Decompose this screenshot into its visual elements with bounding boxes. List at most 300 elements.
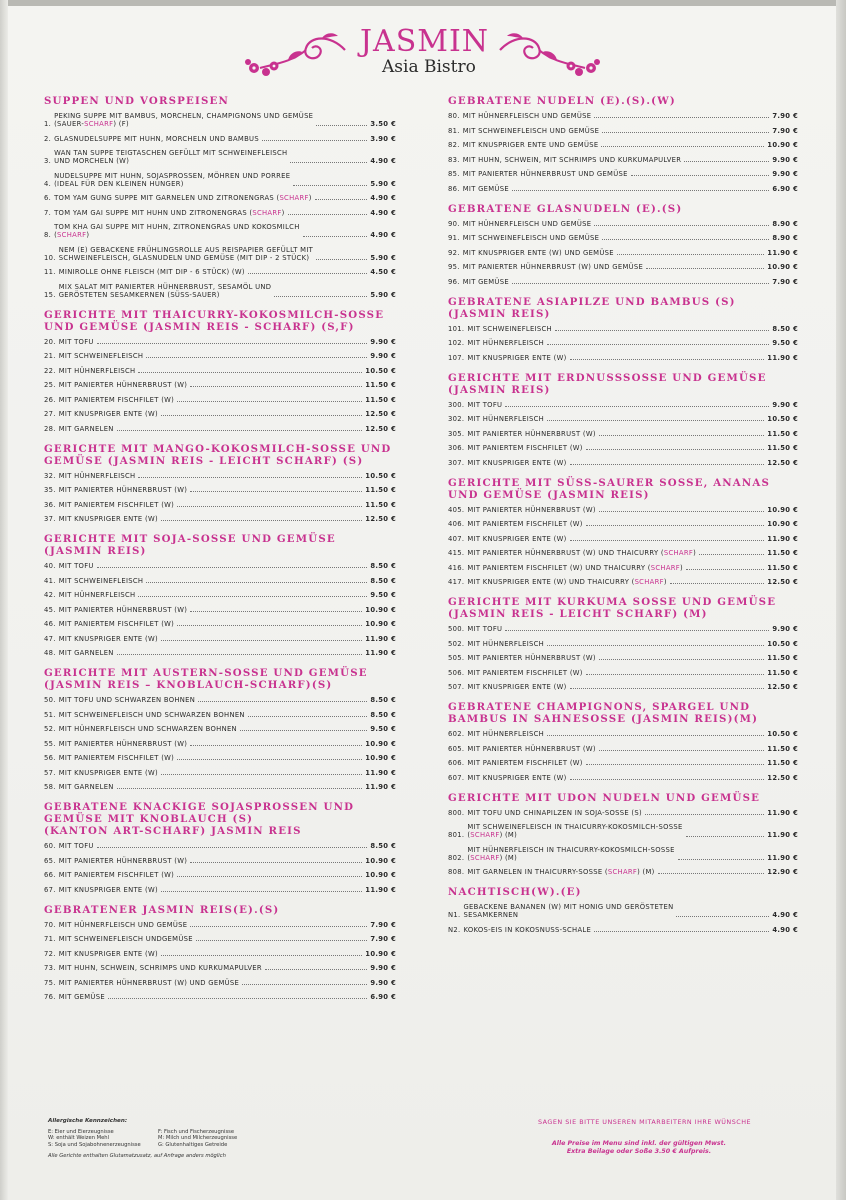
item-price: 6.90 € — [772, 184, 798, 193]
item-text: MIT HÜHNERFLEISCH UND GEMÜSE — [462, 112, 592, 120]
item-price: 9.90 € — [772, 155, 798, 164]
dot-leader — [161, 774, 362, 775]
section-title: GERICHTE MIT SOJA-SOSSE UND GEMÜSE (JASMIN REIS) — [44, 533, 336, 557]
dot-leader — [555, 330, 769, 331]
item-price: 11.50 € — [767, 429, 798, 438]
item-number: 36. — [44, 500, 56, 509]
dot-leader — [594, 117, 769, 118]
item-number: 32. — [44, 471, 56, 480]
item-text: MIT PANIERTEM FISCHFILET (W) — [467, 444, 583, 452]
dot-leader — [570, 464, 765, 465]
item-text: MIT SCHWEINEFLEISCH — [58, 352, 144, 360]
item-number: 405. — [448, 505, 465, 514]
item-text: MIT KNUSPRIGER ENTE (W) — [467, 773, 567, 782]
item-price: 12.50 € — [767, 458, 798, 467]
menu-section — [448, 372, 798, 467]
dot-leader — [262, 140, 367, 141]
item-description — [463, 185, 509, 193]
item-number: 10. — [44, 253, 56, 262]
item-number: 406. — [448, 520, 465, 528]
item-number: 65. — [44, 856, 56, 865]
item-text: MIT KNUSPRIGER ENTE (W) — [58, 949, 158, 958]
item-text: MIT KNUSPRIGER ENTE (W) — [58, 768, 158, 777]
item-number: 95. — [448, 263, 460, 271]
item-description — [59, 268, 245, 276]
item-number: 26. — [44, 395, 56, 404]
menu-item — [44, 979, 396, 987]
item-description — [467, 459, 566, 467]
item-description — [59, 635, 158, 643]
dot-leader — [570, 688, 765, 689]
item-text: PEKING SUPPE MIT BAMBUS, MORCHELN, CHAMPIGNONS UND GEMÜSE (SAUER- — [54, 112, 314, 128]
dot-leader — [594, 931, 769, 932]
item-price: 10.50 € — [767, 730, 798, 738]
item-description — [59, 515, 158, 523]
item-price: 11.50 € — [767, 654, 798, 662]
item-text-suffix: ) (M) — [499, 853, 518, 862]
item-text: MIT HÜHNERFLEISCH — [58, 366, 136, 375]
spicy-tag: SCHARF — [634, 578, 664, 586]
spicy-tag: SCHARF — [252, 208, 282, 217]
item-price: 8.50 € — [370, 696, 396, 704]
item-number: 800. — [448, 808, 465, 817]
item-number: 3. — [44, 157, 52, 165]
item-price: 10.90 € — [767, 263, 798, 271]
item-price: 9.90 € — [370, 352, 396, 360]
item-text: GLASNUDELSUPPE MIT HUHN, MORCHELN UND BAMBUS — [54, 134, 259, 143]
item-description — [463, 220, 592, 228]
item-number: 71. — [44, 935, 56, 943]
item-description — [59, 562, 94, 570]
dot-leader — [138, 596, 367, 597]
item-price: 9.90 € — [772, 625, 798, 633]
dot-leader — [190, 926, 367, 927]
dot-leader — [177, 759, 362, 760]
section-title: SUPPEN UND VORSPEISEN — [44, 95, 230, 107]
item-number: 2. — [44, 134, 52, 143]
item-text: MIT PANIERTEM FISCHFILET (W) — [58, 871, 175, 879]
menu-item — [448, 234, 798, 242]
item-price: 9.90 € — [370, 964, 396, 972]
item-text: WAN TAN SUPPE TEIGTASCHEN GEFÜLLT MIT SCHWEINEFLEISCH UND MORCHELN (W) — [54, 149, 288, 165]
item-price: 12.50 € — [767, 683, 798, 691]
item-description — [467, 430, 595, 438]
item-text: MIT HÜHNERFLEISCH — [467, 339, 545, 347]
item-price: 7.90 € — [772, 277, 798, 286]
item-description — [59, 842, 94, 850]
item-price: 10.90 € — [365, 739, 396, 748]
item-number: 20. — [44, 337, 56, 346]
menu-item — [44, 711, 396, 719]
dot-leader — [161, 640, 362, 641]
item-text: MIT HÜHNERFLEISCH UND GEMÜSE — [58, 920, 188, 929]
item-number: 307. — [448, 458, 465, 467]
menu-item — [448, 926, 798, 934]
item-price: 11.90 € — [767, 248, 798, 257]
menu-item — [44, 486, 396, 494]
item-number: 76. — [44, 993, 56, 1001]
item-price: 11.90 € — [767, 534, 798, 543]
menu-item — [44, 740, 396, 748]
spicy-tag: SCHARF — [84, 120, 114, 128]
dot-leader — [505, 630, 769, 631]
item-number: 6. — [44, 194, 52, 202]
item-description — [59, 769, 158, 777]
item-text-suffix: ) — [281, 208, 285, 217]
menu-item — [448, 263, 798, 271]
item-description — [59, 396, 174, 404]
menu-section — [448, 296, 798, 362]
item-price: 12.50 € — [767, 578, 798, 586]
item-description — [59, 871, 174, 879]
dot-leader — [699, 554, 764, 555]
item-number: 502. — [448, 639, 465, 648]
item-price: 4.90 € — [370, 208, 396, 217]
item-text: MIT PANIERTEM FISCHFILET (W) — [58, 754, 175, 762]
item-text: MIT PANIERTER HÜHNERBRUST UND GEMÜSE — [462, 170, 628, 178]
item-text: MIT HUHN, SCHWEIN, SCHRIMPS UND KURKUMAPULVER — [58, 964, 262, 972]
item-description — [467, 549, 696, 557]
item-text: MIT GARNELEN — [58, 649, 114, 657]
menu-item — [44, 194, 396, 202]
dot-leader — [288, 214, 368, 215]
item-price: 7.90 € — [370, 935, 396, 943]
menu-column-left — [44, 95, 396, 1011]
menu-item — [44, 725, 396, 733]
item-text-suffix: ) — [86, 231, 90, 239]
item-number: 83. — [448, 155, 460, 164]
item-description — [59, 381, 187, 389]
item-text: MIT TOFU — [58, 842, 94, 850]
item-number: 85. — [448, 170, 460, 178]
item-price: 11.90 € — [767, 353, 798, 362]
item-price: 10.50 € — [365, 366, 396, 375]
dot-leader — [177, 625, 362, 626]
menu-item — [44, 381, 396, 389]
item-number: 7. — [44, 208, 52, 217]
item-number: 73. — [44, 964, 56, 972]
menu-item — [448, 415, 798, 423]
menu-item — [448, 127, 798, 135]
item-text: MINIROLLE OHNE FLEISCH (MIT DIP - 6 STÜCK) (W) — [58, 268, 245, 276]
item-price: 10.90 € — [365, 856, 396, 865]
item-description — [467, 654, 595, 662]
allergy-legend — [48, 1118, 378, 1160]
item-number: 27. — [44, 410, 56, 418]
section-title: GEBRATENE CHAMPIGNONS, SPARGEL UND BAMBUS IN SAHNESOSSE (JASMIN REIS)(M) — [448, 701, 759, 725]
item-description — [467, 354, 566, 362]
menu-item — [44, 649, 396, 657]
dot-leader — [196, 940, 368, 941]
item-price: 11.90 € — [365, 768, 396, 777]
item-price: 8.50 € — [772, 324, 798, 333]
menu-section — [448, 701, 798, 782]
menu-item — [44, 501, 396, 509]
allergy-entry: W: enthält Weizen Mehl — [48, 1135, 110, 1141]
dot-leader — [599, 435, 765, 436]
dot-leader — [645, 814, 764, 815]
dot-leader — [617, 254, 764, 255]
item-description — [467, 759, 582, 767]
logo — [360, 26, 500, 76]
item-text: MIT KNUSPRIGER ENTE (W) UND THAICURRY ( — [467, 578, 635, 586]
dot-leader — [586, 764, 765, 765]
dot-leader — [601, 146, 764, 147]
item-price: 11.50 € — [365, 486, 396, 494]
item-text-suffix: ) — [680, 563, 683, 572]
item-number: 81. — [448, 126, 460, 135]
item-number: 8. — [44, 231, 52, 239]
item-number: 57. — [44, 768, 56, 777]
item-text: MIT TOFU UND CHINAPILZEN IN SOJA-SOSSE (S) — [467, 808, 642, 817]
menu-item — [448, 430, 798, 438]
item-description — [59, 740, 187, 748]
menu-item — [44, 246, 396, 262]
menu-item — [44, 857, 396, 865]
item-text: MIT PANIERTER HÜHNERBRUST (W) — [58, 605, 188, 614]
item-description — [467, 730, 544, 738]
dot-leader — [594, 225, 769, 226]
item-number: 52. — [44, 725, 56, 733]
item-text: MIT PANIERTER HÜHNERBRUST (W) — [467, 505, 596, 514]
item-price: 4.90 € — [772, 911, 798, 919]
dot-leader — [190, 862, 362, 863]
menu-item — [448, 654, 798, 662]
menu-item — [44, 562, 396, 570]
dot-leader — [97, 343, 368, 344]
item-text: MIT TOFU — [467, 625, 503, 633]
item-text: NUDELSUPPE MIT HUHN, SOJASPROSSEN, MÖHREN UND PORREE (IDEAL FÜR DEN KLEINEN HUNGER) — [54, 171, 291, 188]
menu-item — [44, 352, 396, 360]
menu-item — [448, 846, 798, 862]
menu-item — [448, 249, 798, 257]
spicy-tag: SCHARF — [279, 194, 309, 202]
dot-leader — [240, 730, 367, 731]
item-price: 4.90 € — [772, 925, 798, 934]
dot-leader — [570, 779, 765, 780]
item-text: MIT PANIERTEM FISCHFILET (W) UND THAICURRY ( — [467, 563, 651, 572]
dot-leader — [117, 788, 363, 789]
allergy-entry: E: Eier und Eierzeugnisse — [48, 1128, 114, 1135]
item-text: MIT HÜHNERFLEISCH — [467, 639, 545, 648]
item-description — [467, 823, 682, 839]
item-number: N1. — [448, 911, 461, 919]
frame-top-edge — [0, 0, 846, 6]
menu-item — [448, 185, 798, 193]
item-text: TOM YAM GAI SUPPE MIT HUHN UND ZITRONENGRAS ( — [54, 208, 253, 217]
item-price: 8.50 € — [370, 576, 396, 585]
item-price: 7.90 € — [772, 126, 798, 135]
section-title: GERICHTE MIT KURKUMA SOSSE UND GEMÜSE (JASMIN REIS - LEICHT SCHARF) (M) — [448, 596, 777, 620]
item-description — [54, 223, 300, 239]
item-number: 505. — [448, 654, 465, 662]
item-number: 21. — [44, 352, 56, 360]
dot-leader — [315, 199, 368, 200]
item-number: 500. — [448, 625, 465, 633]
item-price: 7.90 € — [370, 920, 396, 929]
item-number: 4. — [44, 179, 52, 188]
price-note-line-1: Alle Preise im Menu sind inkl. der gültigen Mwst. — [551, 1140, 727, 1147]
item-text: MIT HÜHNERFLEISCH — [467, 730, 545, 738]
price-footnote — [520, 1140, 758, 1156]
item-price: 9.50 € — [370, 725, 396, 733]
menu-item — [448, 535, 798, 543]
spicy-tag: SCHARF — [650, 563, 681, 572]
item-text: MIT PANIERTEM FISCHFILET (W) — [467, 668, 583, 677]
item-description — [463, 170, 628, 178]
item-text: MIT PANIERTER HÜHNERBRUST (W) UND GEMÜSE — [462, 263, 644, 271]
spicy-tag: SCHARF — [607, 868, 638, 876]
item-number: 50. — [44, 696, 56, 704]
dot-leader — [242, 984, 367, 985]
spicy-tag: SCHARF — [57, 231, 87, 239]
item-text: MIT PANIERTER HÜHNERBRUST (W) — [58, 856, 188, 865]
dot-leader — [646, 268, 764, 269]
section-title: GEBRATENER JASMIN REIS(E).(S) — [44, 903, 280, 916]
dot-leader — [602, 132, 769, 133]
menu-item — [44, 783, 396, 791]
menu-item — [448, 683, 798, 691]
item-text-suffix: ) — [308, 194, 312, 202]
item-price: 5.90 € — [370, 253, 396, 262]
item-text: MIT SCHWEINEFLEISCH UND GEMÜSE — [462, 234, 600, 242]
menu-item — [44, 172, 396, 188]
item-number: 66. — [44, 871, 56, 879]
item-text: MIT HÜHNERFLEISCH IN THAICURRY-KOKOSMILCH-SOSSE ( — [467, 845, 675, 862]
item-number: 302. — [448, 415, 465, 423]
menu-item — [44, 696, 396, 704]
menu-item — [448, 520, 798, 528]
item-description — [59, 711, 245, 719]
item-text: MIT KNUSPRIGER ENTE (W) — [58, 515, 158, 523]
spicy-tag: SCHARF — [663, 549, 694, 557]
dot-leader — [293, 185, 367, 186]
item-description — [467, 415, 544, 423]
dot-leader — [547, 344, 769, 345]
item-text: MIT PANIERTEM FISCHFILET (W) — [58, 395, 175, 404]
logo-name: JASMIN — [360, 24, 490, 59]
allergy-grid — [48, 1129, 378, 1149]
menu-item — [44, 367, 396, 375]
menu-section — [44, 904, 396, 1002]
dot-leader — [676, 916, 769, 917]
item-price: 10.90 € — [767, 520, 798, 528]
item-description — [463, 278, 509, 286]
item-text: MIT GEMÜSE — [462, 277, 509, 286]
item-description — [463, 112, 592, 120]
item-description — [59, 338, 94, 346]
menu-section — [44, 443, 396, 524]
item-description — [59, 857, 187, 865]
dot-leader — [248, 273, 368, 274]
menu-item — [44, 149, 396, 165]
item-number: 802. — [448, 853, 465, 862]
dot-leader — [177, 506, 362, 507]
dot-leader — [512, 190, 769, 191]
item-text: MIT KNUSPRIGER ENTE (W) UND GEMÜSE — [462, 248, 614, 257]
menu-item — [448, 112, 798, 120]
item-price: 12.90 € — [767, 868, 798, 876]
item-text: MIT HÜHNERFLEISCH — [467, 415, 545, 423]
menu-section — [448, 477, 798, 587]
item-price: 11.50 € — [767, 668, 798, 677]
item-price: 10.50 € — [365, 471, 396, 480]
item-number: 506. — [448, 668, 465, 677]
item-price: 10.90 € — [365, 754, 396, 762]
allergy-note: Alle Gerichte enthalten Glutamatzusatz, auf Anfrage anders möglich — [48, 1153, 226, 1159]
dot-leader — [670, 583, 765, 584]
item-price: 10.90 € — [365, 620, 396, 628]
menu-item — [448, 745, 798, 753]
item-text: MIT PANIERTEM FISCHFILET (W) — [58, 500, 175, 509]
dot-leader — [586, 674, 765, 675]
section-title: GEBRATENE GLASNUDELN (E).(S) — [448, 202, 683, 215]
menu-item — [44, 112, 396, 128]
item-description — [463, 926, 591, 934]
item-price: 11.50 € — [767, 744, 798, 753]
item-price: 4.90 € — [370, 194, 396, 202]
item-description — [59, 606, 187, 614]
item-number: 28. — [44, 424, 56, 433]
item-text: MIT PANIERTER HÜHNERBRUST (W) — [467, 654, 596, 662]
dot-leader — [198, 701, 367, 702]
item-number: 72. — [44, 949, 56, 958]
item-price: 10.50 € — [767, 415, 798, 423]
dot-leader — [547, 735, 764, 736]
item-text: MIT KNUSPRIGER ENTE (W) — [467, 683, 567, 691]
dot-leader — [265, 969, 367, 970]
item-price: 11.50 € — [767, 563, 798, 572]
menu-item — [448, 578, 798, 586]
item-number: 415. — [448, 549, 465, 557]
item-price: 9.50 € — [370, 591, 396, 599]
item-number: 56. — [44, 754, 56, 762]
item-price: 5.90 € — [370, 179, 396, 188]
section-title: GERICHTE MIT SÜSS-SAURER SOSSE, ANANAS UND GEMÜSE (JASMIN REIS) — [448, 476, 771, 501]
item-text: KOKOS-EIS IN KOKOSNUSS-SCHALE — [463, 925, 592, 934]
item-description — [59, 620, 174, 628]
menu-item — [448, 459, 798, 467]
menu-item — [448, 823, 798, 839]
item-price: 3.90 € — [370, 134, 396, 143]
item-number: 1. — [44, 120, 52, 128]
logo-subtitle: Asia Bistro — [382, 57, 476, 77]
dot-leader — [97, 567, 368, 568]
item-number: 416. — [448, 563, 465, 572]
menu-item — [448, 549, 798, 557]
item-text: MIT PANIERTEM FISCHFILET (W) — [58, 620, 175, 628]
dot-leader — [599, 511, 765, 512]
item-description — [467, 325, 552, 333]
floral-ornament-left-icon — [240, 28, 350, 80]
item-price: 6.90 € — [370, 993, 396, 1001]
dot-leader — [570, 540, 765, 541]
dot-leader — [190, 386, 362, 387]
menu-item — [448, 506, 798, 514]
item-number: 51. — [44, 710, 56, 719]
item-number: 808. — [448, 868, 465, 876]
item-description — [59, 725, 237, 733]
item-description — [467, 640, 544, 648]
item-text: MIT KNUSPRIGER ENTE (W) — [467, 353, 567, 362]
allergy-title: Allergische Kennzeichen: — [48, 1118, 128, 1124]
item-price: 11.90 € — [767, 808, 798, 817]
price-note-line-2: Extra Beilage oder Soße 3.50 € Aufpreis. — [566, 1148, 712, 1155]
menu-item — [44, 635, 396, 643]
menu-item — [44, 871, 396, 879]
menu-item — [44, 754, 396, 762]
dot-leader — [117, 654, 363, 655]
